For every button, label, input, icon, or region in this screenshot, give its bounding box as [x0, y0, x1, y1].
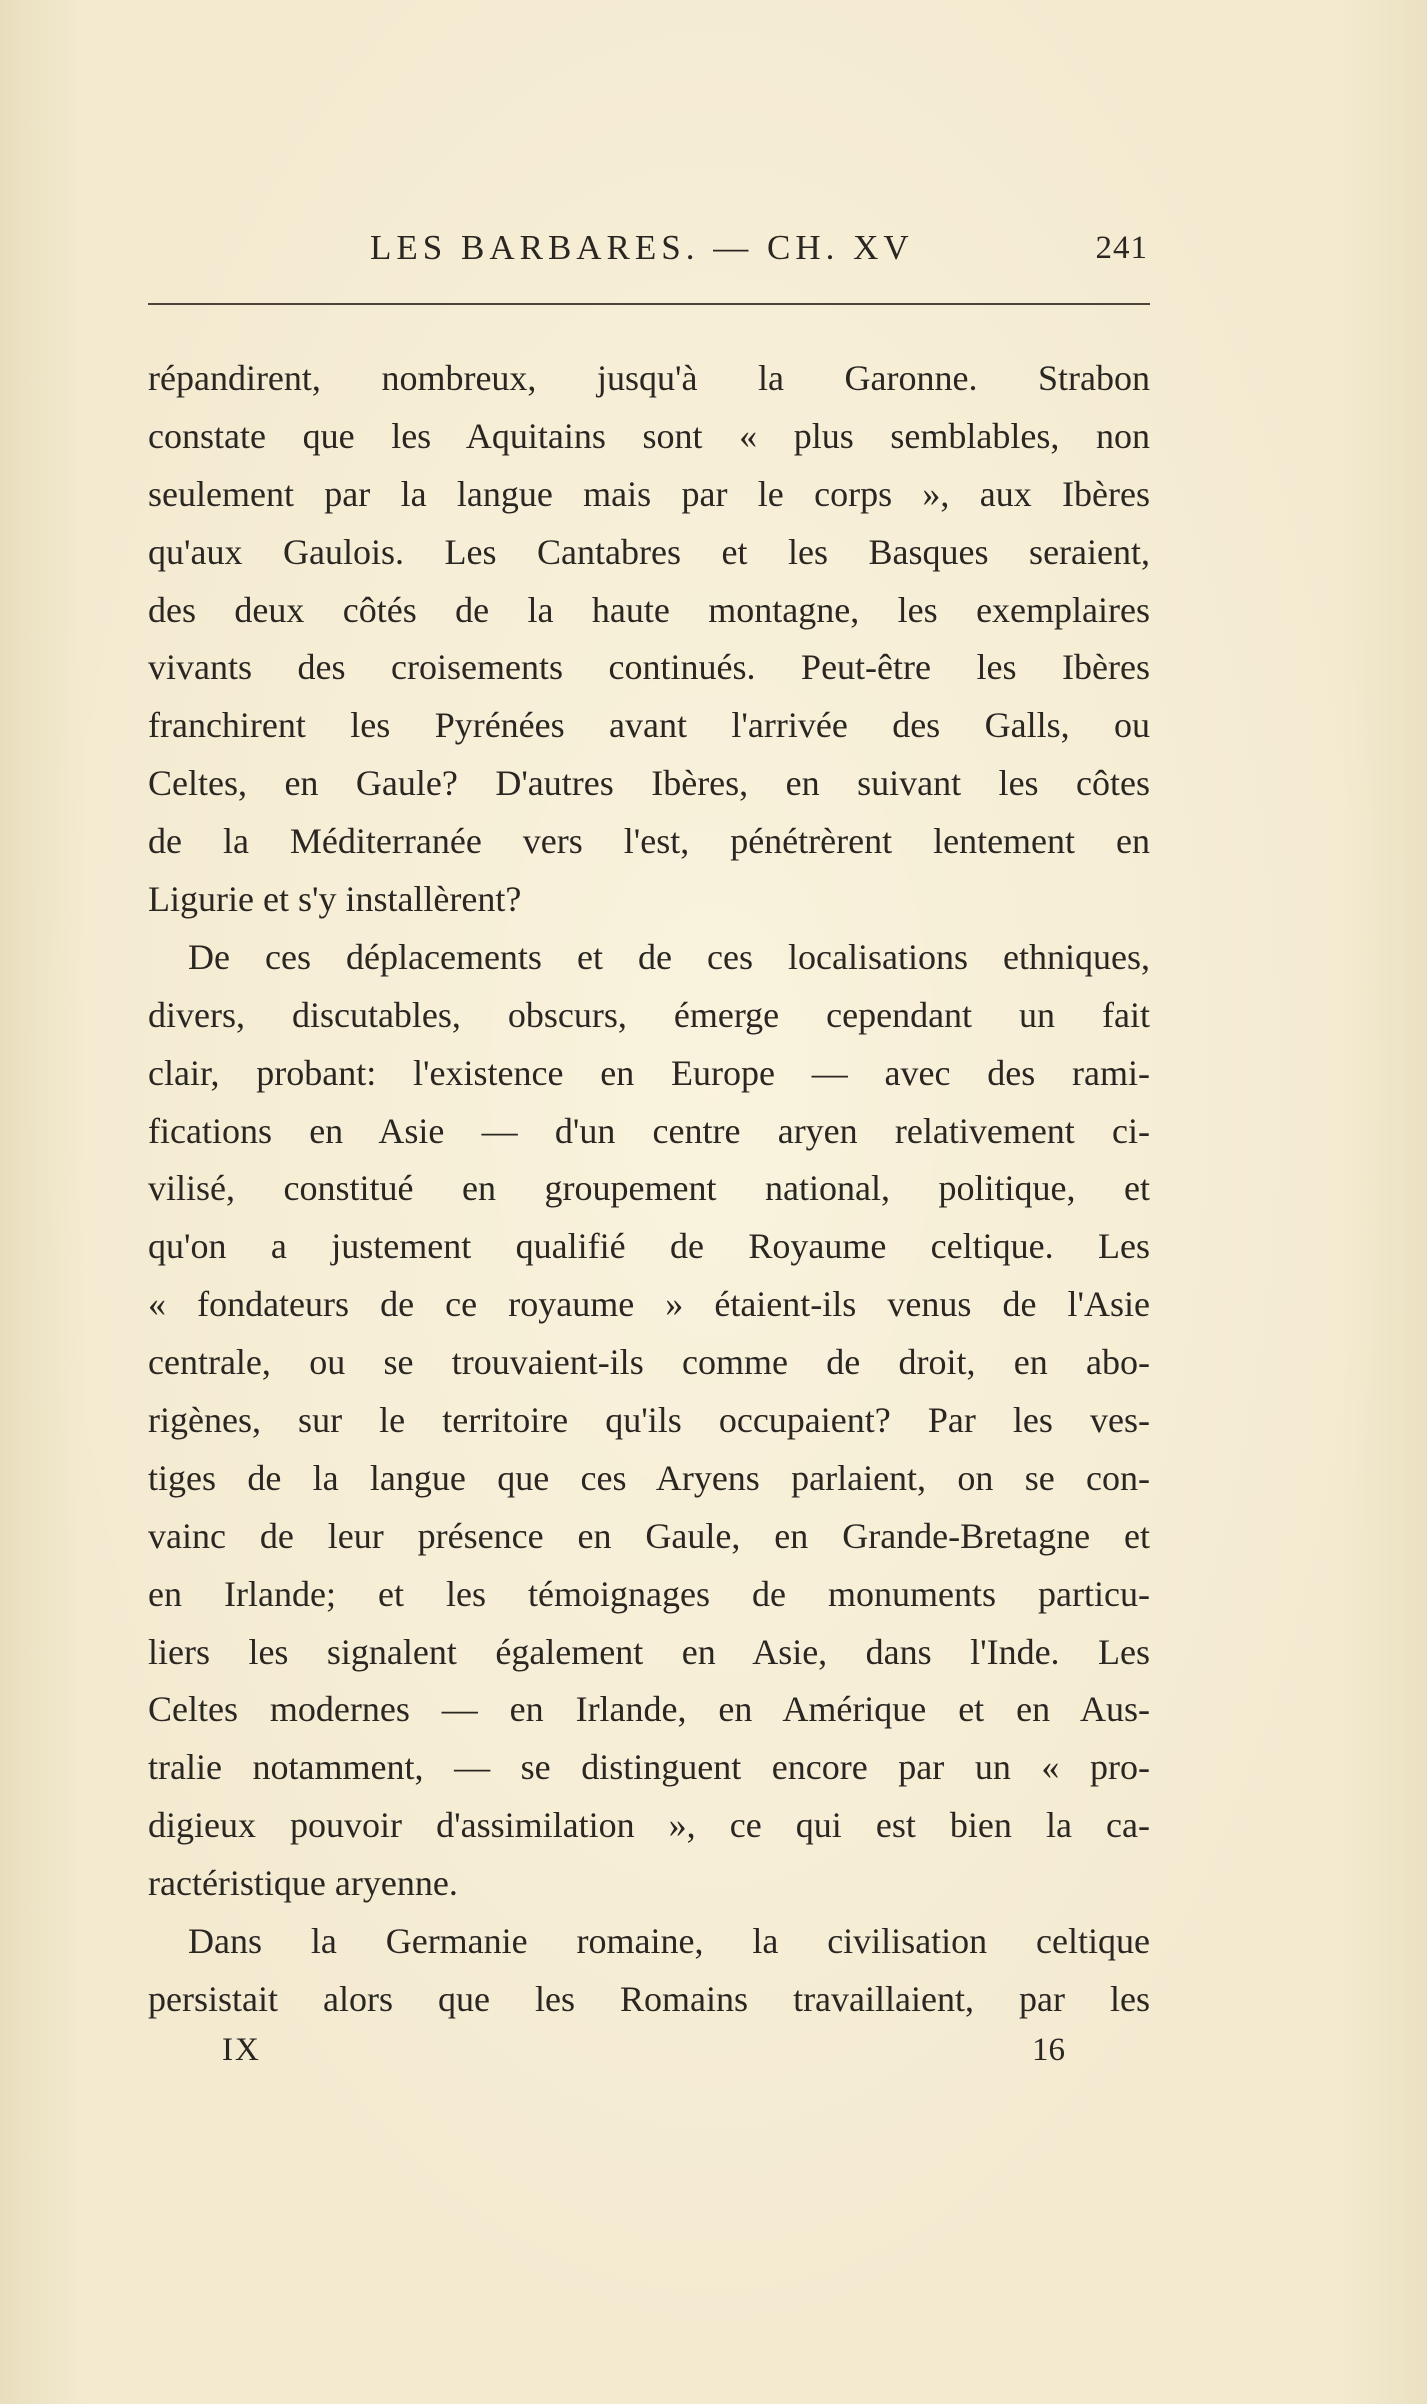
- text-line: qu'aux Gaulois. Les Cantabres et les Basques seraient,: [148, 531, 1150, 572]
- text-line: Ligurie et s'y installèrent?: [148, 879, 522, 920]
- text-line: franchirent les Pyrénées avant l'arrivée des Galls, ou: [148, 705, 1150, 746]
- text-line: centrale, ou se trouvaient-ils comme de droit, en abo-: [148, 1342, 1150, 1383]
- text-line: divers, discutables, obscurs, émerge cependant un fait: [148, 994, 1150, 1035]
- text-line: tiges de la langue que ces Aryens parlaient, on se con-: [148, 1457, 1150, 1498]
- text-line: seulement par la langue mais par le corps », aux Ibères: [148, 473, 1150, 514]
- body-text: [148, 350, 1150, 2029]
- text-line: Celtes modernes — en Irlande, en Amérique et en Aus-: [148, 1689, 1150, 1730]
- text-line: constate que les Aquitains sont « plus semblables, non: [148, 415, 1150, 456]
- running-title: LES BARBARES. — CH. XV: [370, 228, 914, 267]
- text-line: de la Méditerranée vers l'est, pénétrèrent lentement en: [148, 821, 1150, 862]
- text-line: « fondateurs de ce royaume » étaient-ils venus de l'Asie: [148, 1284, 1150, 1325]
- text-line: fications en Asie — d'un centre aryen relativement ci-: [148, 1110, 1150, 1151]
- text-line: persistait alors que les Romains travaillaient, par les: [148, 1978, 1150, 2019]
- header-rule: [148, 303, 1150, 305]
- paragraph-start-line: Dans la Germanie romaine, la civilisation celtique: [188, 1921, 1150, 1962]
- text-line: rigènes, sur le territoire qu'ils occupaient? Par les ves-: [148, 1400, 1150, 1441]
- gathering-number: 16: [1032, 2032, 1065, 2068]
- signature-mark: IX: [222, 2032, 261, 2068]
- text-line: en Irlande; et les témoignages de monuments particu-: [148, 1573, 1150, 1614]
- text-line: digieux pouvoir d'assimilation », ce qui est bien la ca-: [148, 1805, 1150, 1846]
- text-line: répandirent, nombreux, jusqu'à la Garonne. Strabon: [148, 358, 1150, 398]
- text-line: vilisé, constitué en groupement national, politique, et: [148, 1168, 1150, 1209]
- running-head: [148, 228, 1148, 278]
- text-line: liers les signalent également en Asie, dans l'Inde. Les: [148, 1631, 1150, 1672]
- text-line: clair, probant: l'existence en Europe — avec des rami-: [148, 1052, 1150, 1093]
- text-line: vivants des croisements continués. Peut-être les Ibères: [148, 647, 1150, 688]
- text-line: vainc de leur présence en Gaule, en Grande-Bretagne et: [148, 1515, 1150, 1556]
- text-line: tralie notamment, — se distinguent encore par un « pro-: [148, 1747, 1150, 1788]
- paragraph-start-line: De ces déplacements et de ces localisations ethniques,: [188, 936, 1150, 977]
- text-line: ractéristique aryenne.: [148, 1863, 458, 1904]
- text-line: des deux côtés de la haute montagne, les exemplaires: [148, 589, 1150, 630]
- folio-page-number: 241: [1095, 230, 1148, 266]
- text-line: Celtes, en Gaule? D'autres Ibères, en suivant les côtes: [148, 763, 1150, 804]
- text-line: qu'on a justement qualifié de Royaume celtique. Les: [148, 1226, 1150, 1267]
